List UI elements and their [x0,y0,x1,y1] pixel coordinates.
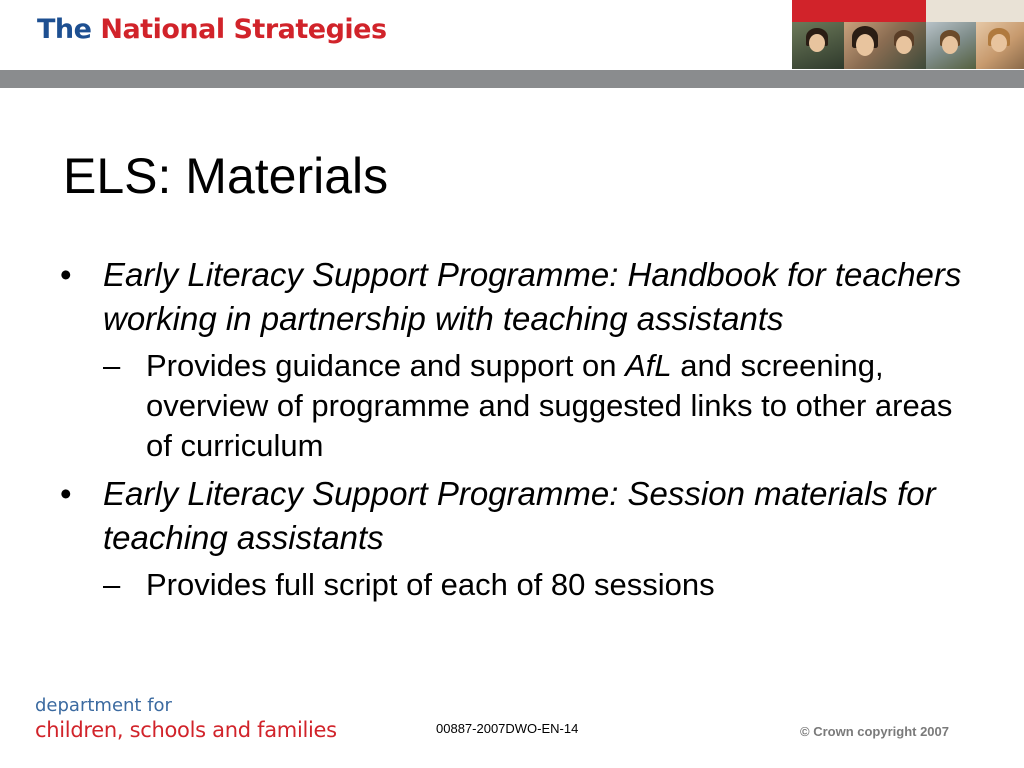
dash-marker: – [103,348,121,383]
national-strategies-logo [37,14,387,45]
logo-the: The [37,14,92,45]
slide-header [0,0,1024,70]
slide-content [60,253,980,611]
header-divider-bar [0,70,1024,88]
logo-national-strategies: National Strategies [100,14,387,45]
photo-accent-light [926,0,1024,22]
classroom-photo-1 [792,22,844,69]
classroom-photo-2 [844,22,926,69]
slide-title: ELS: Materials [63,148,389,204]
sub-bullet-text-start: Provides guidance and support on [146,348,626,383]
bullet-text: Early Literacy Support Programme: Handbook for teachers working in partnership with teaching assistants [103,256,962,337]
dcsf-logo-line2: children, schools and families [35,718,337,742]
sub-bullet-text: Provides full script of each of 80 sessions [146,567,715,602]
sub-bullet-text-end: and screening, overview of programme and suggested links to other areas of curriculum [146,348,953,463]
document-reference: 00887-2007DWO-EN-14 [436,721,579,736]
header-photo-strip [792,0,1024,69]
classroom-photo-4 [976,22,1024,69]
sub-bullet-item-guidance [60,346,980,466]
bullet-text: Early Literacy Support Programme: Session materials for teaching assistants [103,475,936,556]
bullet-marker: • [60,256,72,293]
bullet-item-session-materials [60,472,980,560]
dcsf-logo [35,695,337,743]
bullet-marker: • [60,475,72,512]
photo-accent-red [792,0,926,22]
classroom-photo-3 [926,22,976,69]
afl-emphasis: AfL [625,348,672,383]
bullet-item-handbook [60,253,980,341]
dcsf-logo-line1: department for [35,695,172,716]
copyright-notice: © Crown copyright 2007 [800,724,949,739]
dash-marker: – [103,567,121,602]
sub-bullet-item-script [60,565,980,605]
